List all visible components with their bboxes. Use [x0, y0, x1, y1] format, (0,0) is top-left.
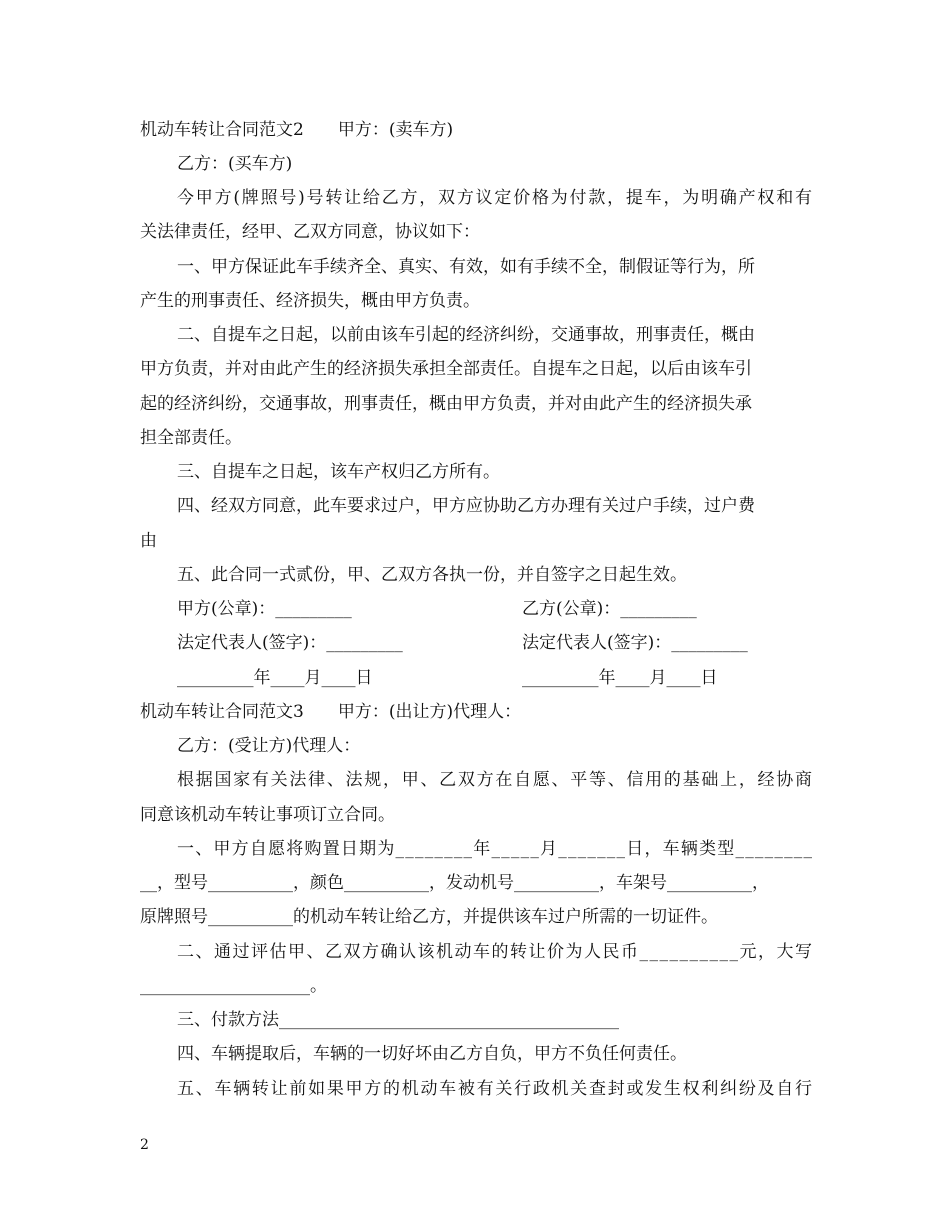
clause-1-line: 原牌照号__________的机动车转让给乙方，并提供该车过户所需的一切证件。 — [140, 907, 718, 927]
clause-4-line: 由 — [140, 531, 157, 551]
clause-2-line: 起的经济纠纷，交通事故，刑事责任，概由甲方负责，并对由此产生的经济损失承 — [140, 394, 752, 414]
clause-2-line: ____________________。 — [140, 976, 327, 996]
date-a-field: _________年____月____日 — [177, 668, 373, 688]
party-b-line: 乙方：(受让方)代理人： — [177, 736, 361, 756]
clause-1-line: __，型号__________，颜色__________，发动机号__________，车架号__________， — [140, 873, 769, 893]
rep-a-signature-field: 法定代表人(签字)：_________ — [177, 633, 403, 653]
section-heading-3: 机动车转让合同范文3 甲方：(出让方)代理人： — [140, 702, 522, 722]
clause-3-line: 三、付款方法________________________________________ — [177, 1010, 619, 1030]
clause-2-line: 甲方负责，并对由此产生的经济损失承担全部责任。自提车之日起，以后由该车引 — [140, 359, 752, 379]
clause-1-line: 一、甲方保证此车手续齐全、真实、有效，如有手续不全，制假证等行为，所 — [177, 257, 755, 277]
clause-3-line: 三、自提车之日起，该车产权归乙方所有。 — [177, 462, 500, 482]
party-a-seal-field: 甲方(公章)：_________ — [177, 599, 352, 619]
rep-b-signature-field: 法定代表人(签字)：_________ — [522, 633, 748, 653]
clause-4-line: 四、车辆提取后，车辆的一切好坏由乙方自负，甲方不负任何责任。 — [177, 1044, 687, 1064]
clause-1-line: 产生的刑事责任、经济损失，概由甲方负责。 — [140, 291, 480, 311]
page-number: 2 — [140, 1137, 149, 1153]
date-b-field: _________年____月____日 — [522, 668, 718, 688]
paragraph-line: 关法律责任，经甲、乙双方同意，协议如下： — [140, 222, 480, 242]
paragraph-line: 同意该机动车转让事项订立合同。 — [140, 805, 395, 825]
clause-2-line: 担全部责任。 — [140, 428, 242, 448]
party-b-seal-field: 乙方(公章)：_________ — [522, 599, 697, 619]
clause-5-line: 五、车辆转让前如果甲方的机动车被有关行政机关查封或发生权利纠纷及自行 — [177, 1079, 814, 1099]
section-heading-2: 机动车转让合同范文2 甲方：(卖车方) — [140, 120, 454, 140]
clause-2-line: 二、通过评估甲、乙双方确认该机动车的转让价为人民币__________元，大写 — [177, 942, 814, 962]
clause-1-line: 一、甲方自愿将购置日期为________年_____月_______日，车辆类型________ — [177, 839, 814, 859]
paragraph-line: 今甲方(牌照号)号转让给乙方，双方议定价格为付款，提车，为明确产权和有 — [177, 188, 814, 208]
party-b-line: 乙方：(买车方) — [177, 154, 293, 174]
clause-5-line: 五、此合同一式贰份，甲、乙双方各执一份，并自签字之日起生效。 — [177, 565, 687, 585]
clause-4-line: 四、经双方同意，此车要求过户，甲方应协助乙方办理有关过户手续，过户费 — [177, 496, 755, 516]
paragraph-line: 根据国家有关法律、法规，甲、乙双方在自愿、平等、信用的基础上，经协商 — [177, 770, 814, 790]
clause-2-line: 二、自提车之日起，以前由该车引起的经济纠纷，交通事故，刑事责任，概由 — [177, 325, 755, 345]
